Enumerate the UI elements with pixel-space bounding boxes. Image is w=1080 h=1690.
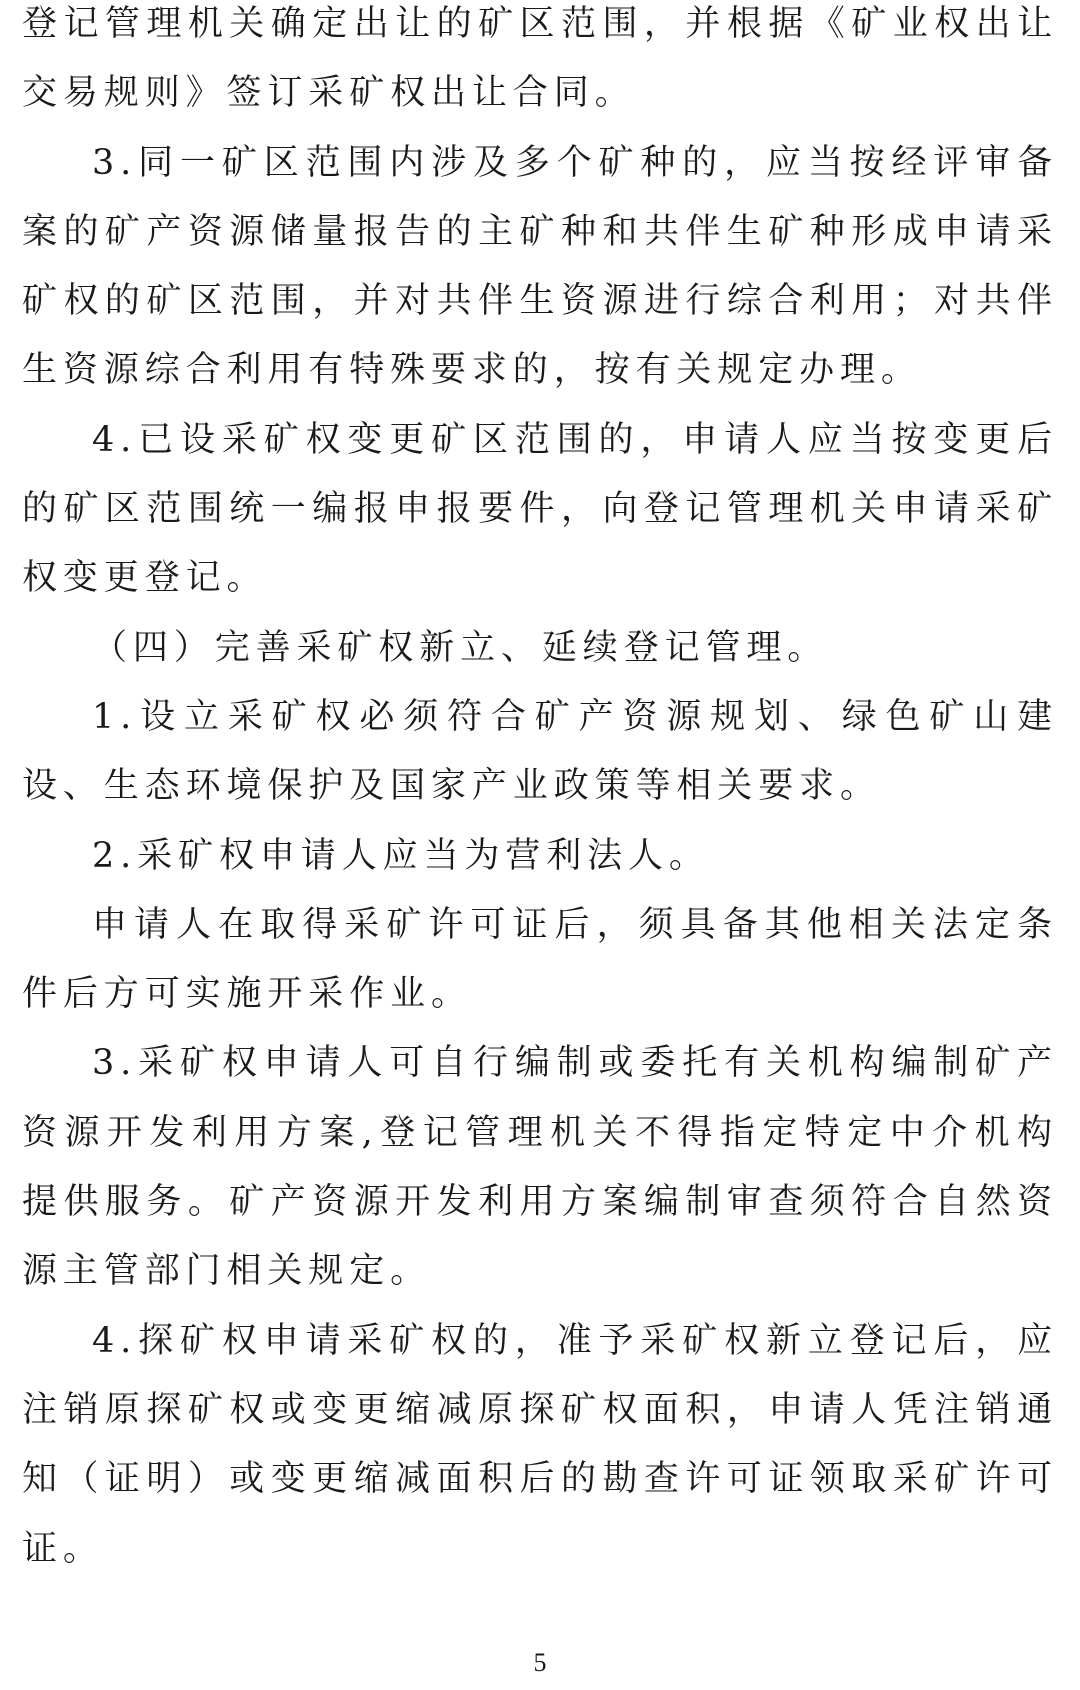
section-heading-4: （四）完善采矿权新立、延续登记管理。 xyxy=(92,627,829,668)
document-body xyxy=(22,0,1058,1584)
paragraph-item-4: 4.已设采矿权变更矿区范围的，申请人应当按变更后的矿区范围统一编报申报要件，向登记管理机关申请采矿权变更登记。 xyxy=(22,419,1058,599)
paragraph-item-3: 3.同一矿区范围内涉及多个矿种的，应当按经评审备案的矿产资源储量报告的主矿种和共伴生矿种形成申请采矿权的矿区范围，并对共伴生资源进行综合利用；对共伴生资源综合利用有特殊要求的，按有关规定办理。 xyxy=(22,142,1058,391)
paragraph-continuation: 登记管理机关确定出让的矿区范围，并根据《矿业权出让交易规则》签订采矿权出让合同。 xyxy=(22,4,1058,114)
page-number: 5 xyxy=(533,1648,547,1677)
paragraph-section4-item-2: 2.采矿权申请人应当为营利法人。 xyxy=(92,835,710,876)
paragraph-section4-item-3: 3.采矿权申请人可自行编制或委托有关机构编制矿产资源开发利用方案,登记管理机关不得指定特定中介机构提供服务。矿产资源开发利用方案编制审查须符合自然资源主管部门相关规定。 xyxy=(22,1043,1058,1292)
paragraph-section4-item-4: 4.探矿权申请采矿权的，准予采矿权新立登记后，应注销原探矿权或变更缩减原探矿权面积，申请人凭注销通知（证明）或变更缩减面积后的勘查许可证领取采矿许可证。 xyxy=(22,1320,1058,1569)
paragraph-section4-item-1: 1.设立采矿权必须符合矿产资源规划、绿色矿山建设、生态环境保护及国家产业政策等相关要求。 xyxy=(22,696,1058,807)
paragraph-section4-item-2-note: 申请人在取得采矿许可证后，须具备其他相关法定条件后方可实施开采作业。 xyxy=(22,904,1058,1015)
